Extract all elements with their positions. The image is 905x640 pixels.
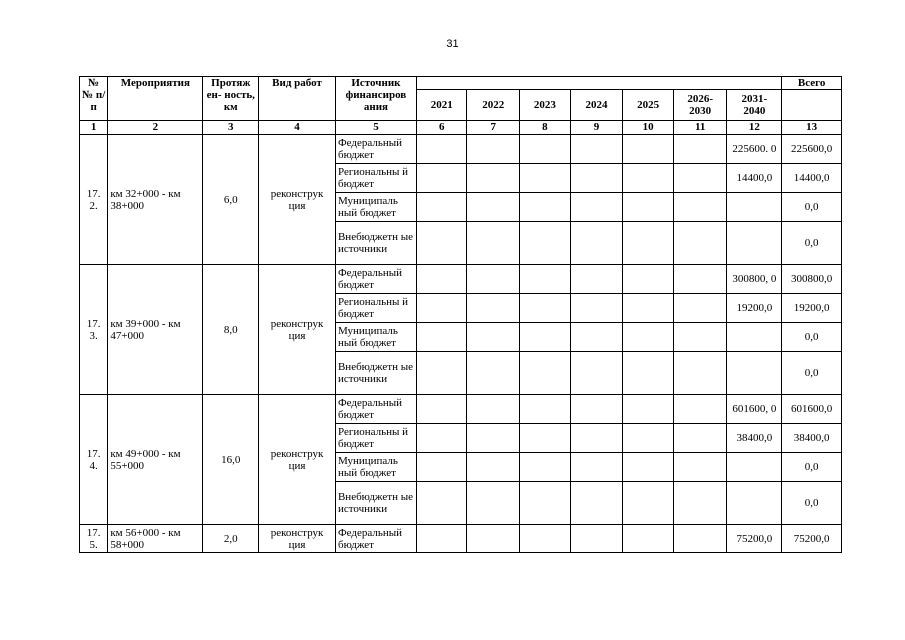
- value-2031-2040: 14400,0: [727, 164, 782, 193]
- value-2031-2040: [727, 352, 782, 395]
- event-name: км 49+000 - км 55+000: [108, 395, 203, 525]
- table-row: [80, 135, 842, 164]
- year-value-cell: [623, 222, 674, 265]
- value-2031-2040: 38400,0: [727, 424, 782, 453]
- total-value: 19200,0: [782, 294, 842, 323]
- year-value-cell: [570, 424, 623, 453]
- funding-source: Региональны й бюджет: [335, 424, 416, 453]
- value-2031-2040: [727, 482, 782, 525]
- funding-source: Внебюджетн ые источники: [335, 482, 416, 525]
- table-row: [80, 525, 842, 553]
- header-total: Всего: [782, 77, 842, 90]
- header-number: № № п/п: [80, 77, 108, 121]
- year-value-cell: [520, 294, 571, 323]
- header-year: 2031- 2040: [727, 90, 782, 121]
- column-number: 4: [259, 121, 336, 135]
- funding-source: Федеральный бюджет: [335, 525, 416, 553]
- year-value-cell: [623, 265, 674, 294]
- header-length: Протяж ен- ность, км: [203, 77, 259, 121]
- year-value-cell: [520, 352, 571, 395]
- value-2031-2040: [727, 222, 782, 265]
- header-funding-source: Источник финансиров ания: [335, 77, 416, 121]
- total-value: 0,0: [782, 323, 842, 352]
- column-number: 7: [467, 121, 520, 135]
- funding-source: Федеральный бюджет: [335, 395, 416, 424]
- total-value: 0,0: [782, 352, 842, 395]
- value-2031-2040: 75200,0: [727, 525, 782, 553]
- year-value-cell: [520, 482, 571, 525]
- total-value: 601600,0: [782, 395, 842, 424]
- year-value-cell: [673, 222, 727, 265]
- year-value-cell: [520, 265, 571, 294]
- year-value-cell: [623, 482, 674, 525]
- column-number: 8: [520, 121, 571, 135]
- year-value-cell: [673, 424, 727, 453]
- year-value-cell: [416, 164, 467, 193]
- year-value-cell: [673, 294, 727, 323]
- year-value-cell: [673, 482, 727, 525]
- year-value-cell: [520, 164, 571, 193]
- row-number: 17. 2.: [80, 135, 108, 265]
- header-year: 2021: [416, 90, 467, 121]
- funding-source: Федеральный бюджет: [335, 135, 416, 164]
- year-value-cell: [467, 265, 520, 294]
- year-value-cell: [416, 323, 467, 352]
- year-value-cell: [467, 482, 520, 525]
- header-years-span: [416, 77, 781, 90]
- row-number: 17. 4.: [80, 395, 108, 525]
- row-number: 17. 5.: [80, 525, 108, 553]
- header-year: 2022: [467, 90, 520, 121]
- column-number: 6: [416, 121, 467, 135]
- year-value-cell: [570, 453, 623, 482]
- year-value-cell: [623, 424, 674, 453]
- funding-source: Внебюджетн ые источники: [335, 352, 416, 395]
- year-value-cell: [570, 265, 623, 294]
- year-value-cell: [570, 164, 623, 193]
- table-row: [80, 395, 842, 424]
- year-value-cell: [416, 482, 467, 525]
- year-value-cell: [570, 193, 623, 222]
- year-value-cell: [673, 193, 727, 222]
- column-number: 5: [335, 121, 416, 135]
- event-name: км 56+000 - км 58+000: [108, 525, 203, 553]
- year-value-cell: [570, 135, 623, 164]
- year-value-cell: [416, 294, 467, 323]
- year-value-cell: [520, 453, 571, 482]
- year-value-cell: [570, 294, 623, 323]
- funding-source: Региональны й бюджет: [335, 164, 416, 193]
- year-value-cell: [673, 453, 727, 482]
- year-value-cell: [467, 352, 520, 395]
- year-value-cell: [520, 135, 571, 164]
- page-number: 31: [446, 38, 459, 50]
- year-value-cell: [467, 222, 520, 265]
- year-value-cell: [467, 294, 520, 323]
- value-2031-2040: 225600. 0: [727, 135, 782, 164]
- work-type: реконструк ция: [259, 135, 336, 265]
- funding-source: Федеральный бюджет: [335, 265, 416, 294]
- header-year: 2024: [570, 90, 623, 121]
- year-value-cell: [520, 222, 571, 265]
- year-value-cell: [623, 453, 674, 482]
- total-value: 14400,0: [782, 164, 842, 193]
- year-value-cell: [467, 323, 520, 352]
- event-name: км 32+000 - км 38+000: [108, 135, 203, 265]
- year-value-cell: [673, 323, 727, 352]
- column-number: 3: [203, 121, 259, 135]
- year-value-cell: [570, 482, 623, 525]
- work-type: реконструк ция: [259, 265, 336, 395]
- column-number: 2: [108, 121, 203, 135]
- header-year: 2026- 2030: [673, 90, 727, 121]
- length-km: 16,0: [203, 395, 259, 525]
- year-value-cell: [416, 424, 467, 453]
- year-value-cell: [520, 323, 571, 352]
- year-value-cell: [623, 193, 674, 222]
- value-2031-2040: 300800, 0: [727, 265, 782, 294]
- year-value-cell: [416, 193, 467, 222]
- year-value-cell: [623, 395, 674, 424]
- length-km: 8,0: [203, 265, 259, 395]
- length-km: 2,0: [203, 525, 259, 553]
- value-2031-2040: [727, 193, 782, 222]
- year-value-cell: [467, 453, 520, 482]
- year-value-cell: [416, 352, 467, 395]
- header-work-type: Вид работ: [259, 77, 336, 121]
- funding-source: Внебюджетн ые источники: [335, 222, 416, 265]
- year-value-cell: [623, 525, 674, 553]
- total-value: 0,0: [782, 193, 842, 222]
- year-value-cell: [467, 424, 520, 453]
- funding-source: Региональны й бюджет: [335, 294, 416, 323]
- year-value-cell: [570, 323, 623, 352]
- year-value-cell: [467, 395, 520, 424]
- year-value-cell: [467, 193, 520, 222]
- year-value-cell: [673, 164, 727, 193]
- year-value-cell: [467, 135, 520, 164]
- header-events: Мероприятия: [108, 77, 203, 121]
- table-body: [80, 135, 842, 553]
- year-value-cell: [570, 395, 623, 424]
- year-value-cell: [623, 352, 674, 395]
- column-number: 10: [623, 121, 674, 135]
- year-value-cell: [520, 193, 571, 222]
- year-value-cell: [520, 395, 571, 424]
- total-value: 0,0: [782, 482, 842, 525]
- column-number: 1: [80, 121, 108, 135]
- year-value-cell: [570, 222, 623, 265]
- work-type: реконструк ция: [259, 395, 336, 525]
- year-value-cell: [467, 164, 520, 193]
- funding-source: Муниципаль ный бюджет: [335, 453, 416, 482]
- year-value-cell: [623, 135, 674, 164]
- total-value: 38400,0: [782, 424, 842, 453]
- column-number: 13: [782, 121, 842, 135]
- column-number: 11: [673, 121, 727, 135]
- funding-source: Муниципаль ный бюджет: [335, 323, 416, 352]
- row-number: 17. 3.: [80, 265, 108, 395]
- year-value-cell: [416, 222, 467, 265]
- total-value: 75200,0: [782, 525, 842, 553]
- year-value-cell: [416, 265, 467, 294]
- work-type: реконструк ция: [259, 525, 336, 553]
- year-value-cell: [673, 525, 727, 553]
- year-value-cell: [673, 395, 727, 424]
- year-value-cell: [673, 352, 727, 395]
- year-value-cell: [416, 525, 467, 553]
- year-value-cell: [570, 352, 623, 395]
- year-value-cell: [623, 294, 674, 323]
- value-2031-2040: 19200,0: [727, 294, 782, 323]
- length-km: 6,0: [203, 135, 259, 265]
- year-value-cell: [416, 453, 467, 482]
- financing-table: [79, 76, 842, 553]
- year-value-cell: [416, 395, 467, 424]
- year-value-cell: [467, 525, 520, 553]
- header-total-empty: [782, 90, 842, 121]
- year-value-cell: [673, 265, 727, 294]
- year-value-cell: [623, 164, 674, 193]
- event-name: км 39+000 - км 47+000: [108, 265, 203, 395]
- column-number: 12: [727, 121, 782, 135]
- year-value-cell: [520, 424, 571, 453]
- header-year: 2025: [623, 90, 674, 121]
- year-value-cell: [570, 525, 623, 553]
- year-value-cell: [623, 323, 674, 352]
- total-value: 0,0: [782, 222, 842, 265]
- total-value: 300800,0: [782, 265, 842, 294]
- total-value: 0,0: [782, 453, 842, 482]
- column-number: 9: [570, 121, 623, 135]
- year-value-cell: [673, 135, 727, 164]
- value-2031-2040: 601600, 0: [727, 395, 782, 424]
- header-year: 2023: [520, 90, 571, 121]
- funding-source: Муниципаль ный бюджет: [335, 193, 416, 222]
- total-value: 225600,0: [782, 135, 842, 164]
- value-2031-2040: [727, 453, 782, 482]
- value-2031-2040: [727, 323, 782, 352]
- year-value-cell: [520, 525, 571, 553]
- year-value-cell: [416, 135, 467, 164]
- table-row: [80, 265, 842, 294]
